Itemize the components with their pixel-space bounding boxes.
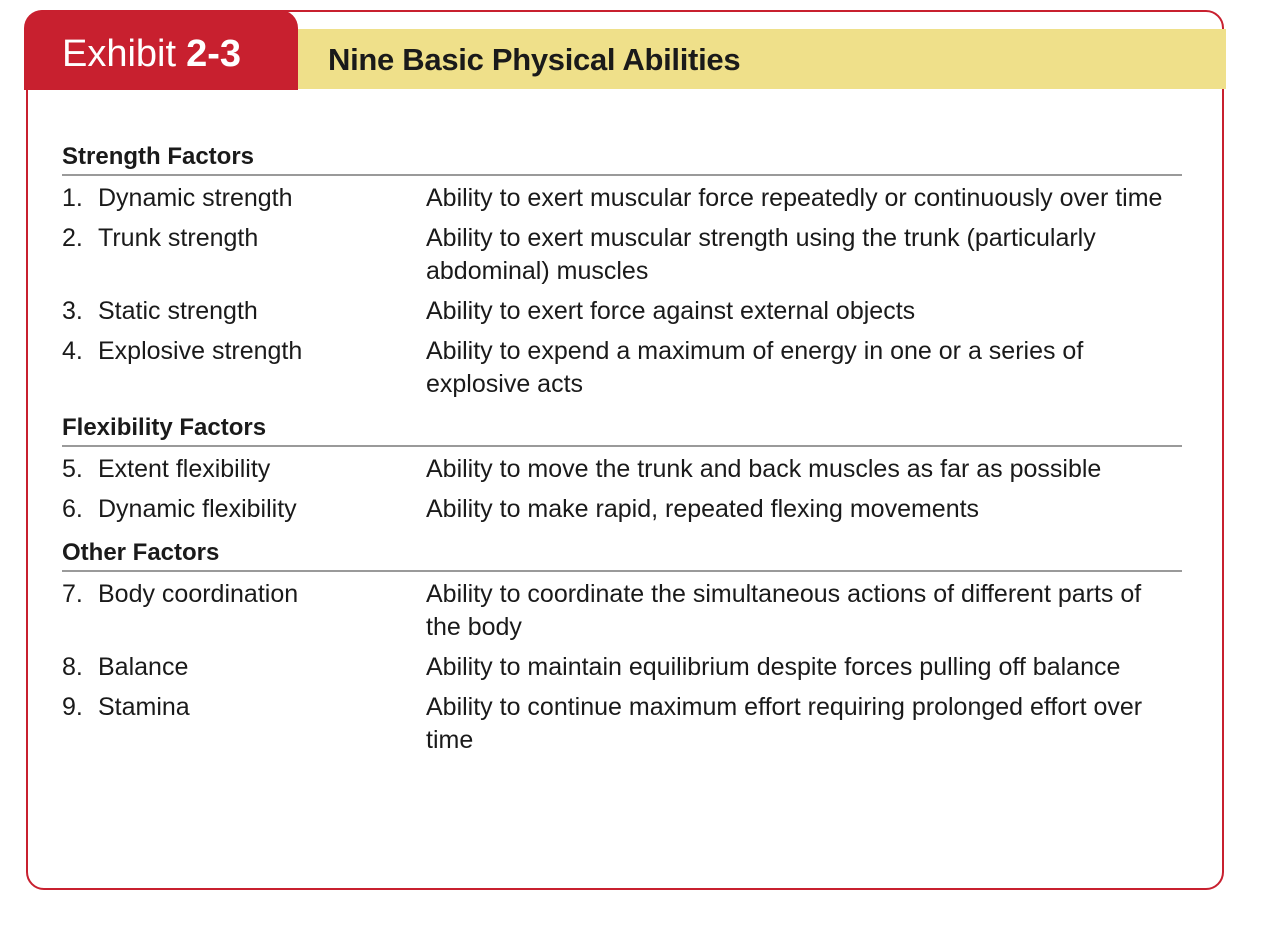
ability-row: [62, 453, 1182, 486]
ability-name: [62, 453, 426, 486]
ability-name: [62, 493, 426, 526]
ability-number: 5.: [62, 455, 83, 483]
ability-label: Body coordination: [98, 580, 299, 608]
ability-name: [62, 222, 426, 288]
ability-description: Ability to exert force against external objects: [426, 297, 916, 325]
exhibit-number: 2-3: [186, 33, 241, 75]
ability-name: [62, 578, 426, 644]
ability-description: Ability to coordinate the simultaneous actions of different parts of the body: [426, 580, 1142, 641]
ability-row: [62, 691, 1182, 757]
ability-description: Ability to exert muscular force repeatedly or continuously over time: [426, 184, 1163, 212]
ability-row: [62, 295, 1182, 328]
ability-description: Ability to expend a maximum of energy in one or a series of explosive acts: [426, 337, 1084, 398]
ability-number: 2.: [62, 224, 83, 252]
ability-row: [62, 578, 1182, 644]
ability-name: [62, 691, 426, 757]
ability-name: [62, 335, 426, 401]
abilities-table: [62, 140, 1182, 767]
section-heading: Flexibility Factors: [62, 411, 1182, 447]
ability-number: 8.: [62, 653, 83, 681]
ability-label: Balance: [98, 653, 189, 681]
ability-name: [62, 182, 426, 215]
ability-description: Ability to exert muscular strength using the trunk (particularly abdominal) muscles: [426, 224, 1096, 285]
ability-row: [62, 182, 1182, 215]
ability-label: Dynamic flexibility: [98, 495, 297, 523]
ability-name: [62, 651, 426, 684]
ability-description: Ability to move the trunk and back muscles as far as possible: [426, 455, 1102, 483]
ability-number: 4.: [62, 337, 83, 365]
ability-label: Static strength: [98, 297, 258, 325]
ability-number: 3.: [62, 297, 83, 325]
section-strength-factors: [62, 140, 1182, 401]
ability-row: [62, 335, 1182, 401]
ability-row: [62, 222, 1182, 288]
ability-label: Stamina: [98, 693, 190, 721]
ability-row: [62, 651, 1182, 684]
section-heading: Other Factors: [62, 536, 1182, 572]
ability-label: Extent flexibility: [98, 455, 271, 483]
exhibit-title: Nine Basic Physical Abilities: [328, 42, 741, 77]
exhibit-label: [62, 30, 241, 78]
ability-number: 6.: [62, 495, 83, 523]
section-flexibility-factors: [62, 411, 1182, 526]
ability-description: Ability to maintain equilibrium despite forces pulling off balance: [426, 653, 1121, 681]
ability-label: Dynamic strength: [98, 184, 293, 212]
ability-number: 1.: [62, 184, 83, 212]
ability-row: [62, 493, 1182, 526]
ability-name: [62, 295, 426, 328]
ability-label: Explosive strength: [98, 337, 303, 365]
section-other-factors: [62, 536, 1182, 757]
ability-number: 7.: [62, 580, 83, 608]
ability-description: Ability to make rapid, repeated flexing movements: [426, 495, 980, 523]
ability-label: Trunk strength: [98, 224, 259, 252]
section-heading: Strength Factors: [62, 140, 1182, 176]
ability-number: 9.: [62, 693, 83, 721]
exhibit-word: Exhibit: [62, 33, 177, 75]
ability-description: Ability to continue maximum effort requiring prolonged effort over time: [426, 693, 1143, 754]
